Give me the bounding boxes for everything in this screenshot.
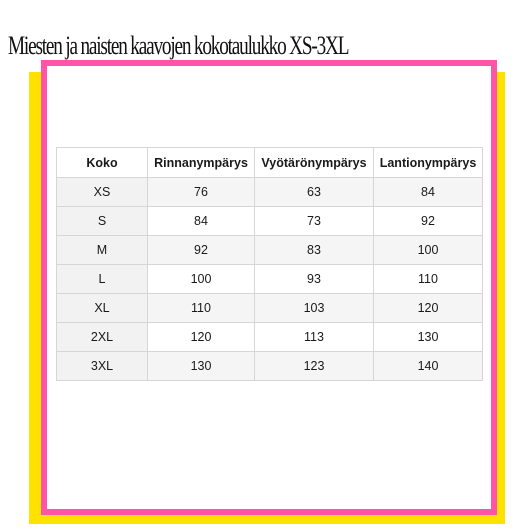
table-row	[57, 207, 483, 236]
size-cell: L	[57, 265, 148, 294]
waist-cell: 63	[255, 178, 374, 207]
hip-cell: 130	[374, 323, 483, 352]
table-row	[57, 265, 483, 294]
table-row	[57, 236, 483, 265]
hip-cell: 140	[374, 352, 483, 381]
chest-cell: 76	[148, 178, 255, 207]
header-size: Koko	[57, 148, 148, 178]
hip-cell: 110	[374, 265, 483, 294]
chest-cell: 120	[148, 323, 255, 352]
chest-cell: 92	[148, 236, 255, 265]
chest-cell: 100	[148, 265, 255, 294]
table-row	[57, 178, 483, 207]
size-cell: 3XL	[57, 352, 148, 381]
table-row	[57, 352, 483, 381]
size-cell: XS	[57, 178, 148, 207]
hip-cell: 100	[374, 236, 483, 265]
page-title: Miesten ja naisten kaavojen kokotaulukko XS-3XL	[8, 31, 349, 61]
size-cell: M	[57, 236, 148, 265]
size-cell: S	[57, 207, 148, 236]
waist-cell: 103	[255, 294, 374, 323]
header-hip: Lantionympärys	[374, 148, 483, 178]
table-row	[57, 323, 483, 352]
size-cell: 2XL	[57, 323, 148, 352]
header-waist: Vyötärönympärys	[255, 148, 374, 178]
chest-cell: 130	[148, 352, 255, 381]
hip-cell: 120	[374, 294, 483, 323]
hip-cell: 92	[374, 207, 483, 236]
chest-cell: 110	[148, 294, 255, 323]
chest-cell: 84	[148, 207, 255, 236]
table-row	[57, 294, 483, 323]
waist-cell: 73	[255, 207, 374, 236]
waist-cell: 113	[255, 323, 374, 352]
waist-cell: 93	[255, 265, 374, 294]
hip-cell: 84	[374, 178, 483, 207]
waist-cell: 123	[255, 352, 374, 381]
waist-cell: 83	[255, 236, 374, 265]
size-cell: XL	[57, 294, 148, 323]
size-chart-table	[56, 147, 483, 381]
table-header-row	[57, 148, 483, 178]
header-chest: Rinnanympärys	[148, 148, 255, 178]
